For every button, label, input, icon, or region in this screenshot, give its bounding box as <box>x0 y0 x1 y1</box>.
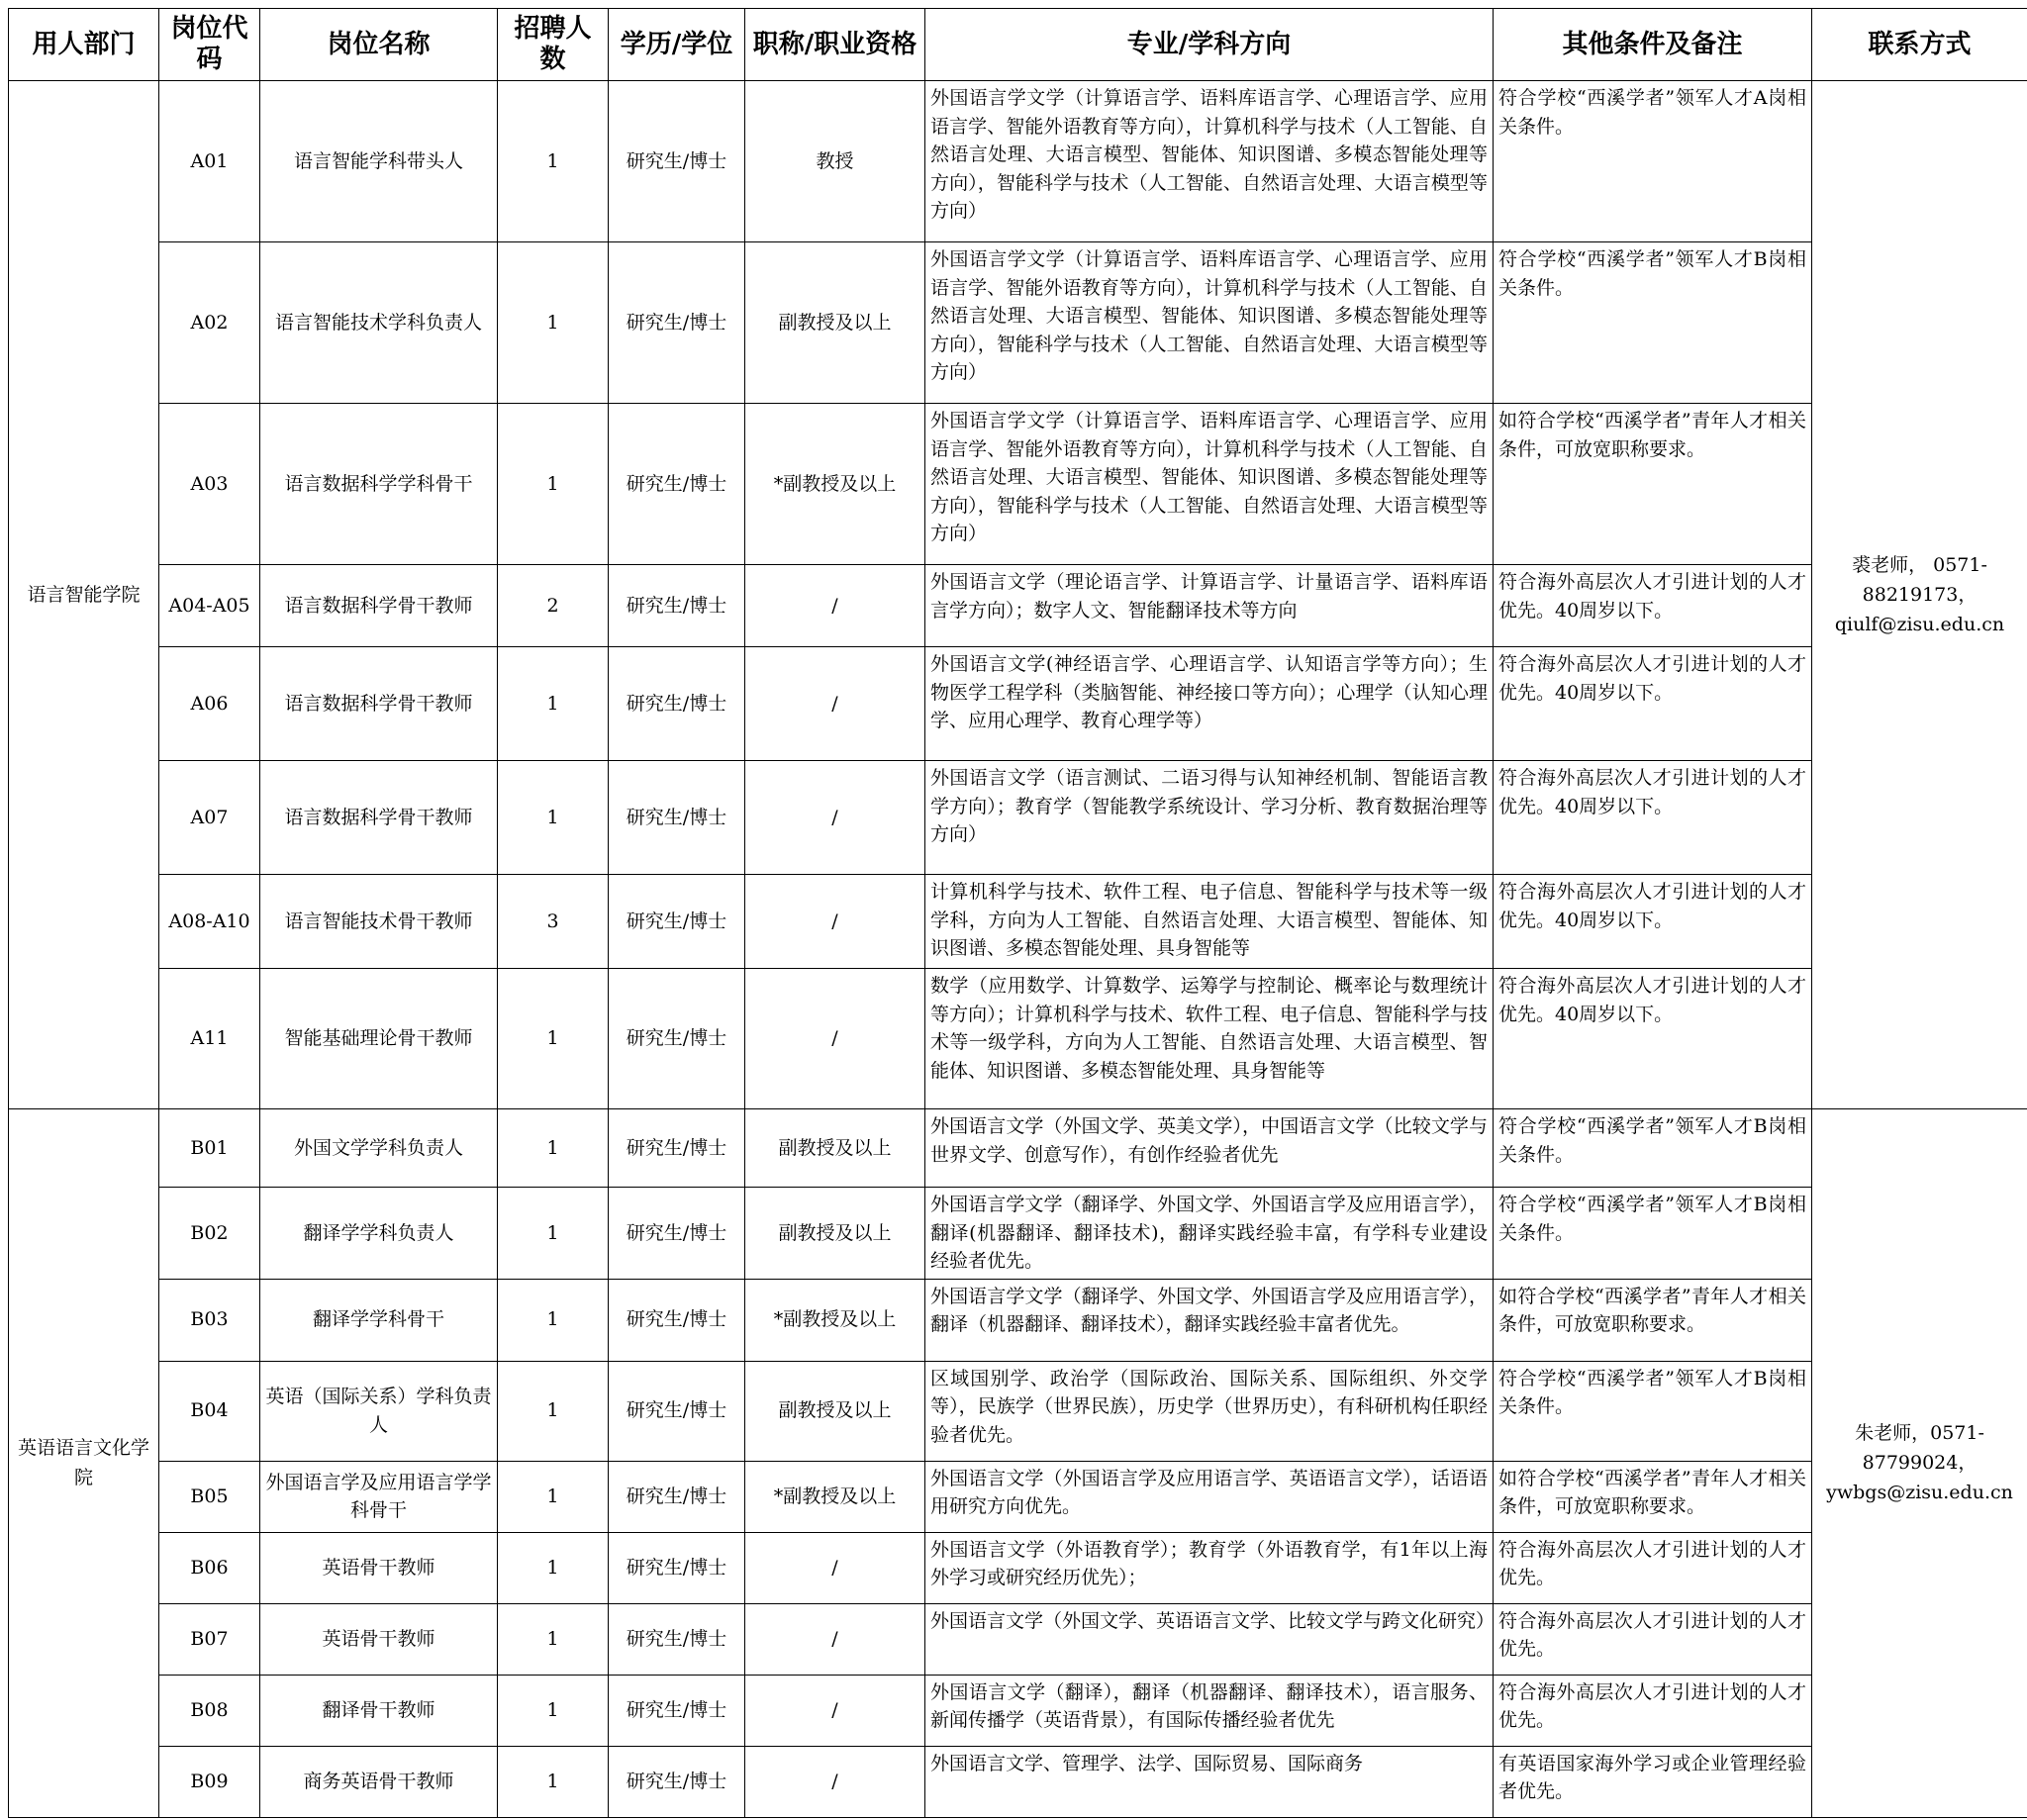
degree: 研究生/博士 <box>609 242 745 404</box>
hire-count: 1 <box>498 761 609 875</box>
other-conditions: 符合海外高层次人才引进计划的人才优先。 <box>1494 1675 1812 1746</box>
major-direction: 区域国别学、政治学（国际政治、国际关系、国际组织、外交学等），民族学（世界民族），历史学（世界历史），有科研机构任职经验者优先。 <box>925 1361 1494 1461</box>
table-row <box>9 1461 2027 1532</box>
job-title: / <box>745 1675 925 1746</box>
position-name: 语言数据科学骨干教师 <box>260 761 498 875</box>
position-code: B09 <box>159 1746 260 1817</box>
hire-count: 1 <box>498 1279 609 1361</box>
other-conditions: 符合海外高层次人才引进计划的人才优先。 <box>1494 1603 1812 1675</box>
position-code: A04-A05 <box>159 565 260 647</box>
header-code: 岗位代码 <box>159 9 260 81</box>
position-name: 语言智能学科带头人 <box>260 81 498 242</box>
position-name: 英语骨干教师 <box>260 1603 498 1675</box>
position-name: 英语（国际关系）学科负责人 <box>260 1361 498 1461</box>
table-row <box>9 969 2027 1109</box>
header-name: 岗位名称 <box>260 9 498 81</box>
other-conditions: 符合学校“西溪学者”领军人才B岗相关条件。 <box>1494 242 1812 404</box>
major-direction: 外国语言文学（外国文学、英语语言文学、比较文学与跨文化研究） <box>925 1603 1494 1675</box>
other-conditions: 如符合学校“西溪学者”青年人才相关条件，可放宽职称要求。 <box>1494 1279 1812 1361</box>
table-row <box>9 1361 2027 1461</box>
position-code: A01 <box>159 81 260 242</box>
major-direction: 外国语言文学（外语教育学）；教育学（外语教育学，有1年以上海外学习或研究经历优先）； <box>925 1532 1494 1603</box>
hire-count: 1 <box>498 1603 609 1675</box>
degree: 研究生/博士 <box>609 761 745 875</box>
table-row <box>9 1746 2027 1817</box>
hire-count: 1 <box>498 1461 609 1532</box>
job-title: *副教授及以上 <box>745 1461 925 1532</box>
table-row <box>9 404 2027 565</box>
hire-count: 2 <box>498 565 609 647</box>
page <box>8 8 2027 1818</box>
table-row <box>9 565 2027 647</box>
job-title: / <box>745 647 925 761</box>
major-direction: 外国语言文学（翻译），翻译（机器翻译、翻译技术），语言服务、新闻传播学（英语背景），有国际传播经验者优先 <box>925 1675 1494 1746</box>
job-title: 教授 <box>745 81 925 242</box>
position-name: 商务英语骨干教师 <box>260 1746 498 1817</box>
degree: 研究生/博士 <box>609 1109 745 1188</box>
position-name: 翻译骨干教师 <box>260 1675 498 1746</box>
contact-cell: 裘老师， 0571-88219173，qiulf@zisu.edu.cn <box>1812 81 2027 1109</box>
header-dept: 用人部门 <box>9 9 159 81</box>
other-conditions: 符合海外高层次人才引进计划的人才优先。40周岁以下。 <box>1494 875 1812 969</box>
table-header-row <box>9 9 2027 81</box>
major-direction: 数学（应用数学、计算数学、运筹学与控制论、概率论与数理统计等方向）；计算机科学与技术、软件工程、电子信息、智能科学与技术等一级学科，方向为人工智能、自然语言处理、大语言模型、智能体、知识图谱、多模态智能处理、具身智能等 <box>925 969 1494 1109</box>
hire-count: 1 <box>498 81 609 242</box>
position-name: 语言数据科学骨干教师 <box>260 565 498 647</box>
position-code: A07 <box>159 761 260 875</box>
position-code: B08 <box>159 1675 260 1746</box>
position-name: 语言智能技术学科负责人 <box>260 242 498 404</box>
degree: 研究生/博士 <box>609 81 745 242</box>
degree: 研究生/博士 <box>609 1532 745 1603</box>
job-title: / <box>745 1746 925 1817</box>
job-title: 副教授及以上 <box>745 1109 925 1188</box>
position-name: 外国文学学科负责人 <box>260 1109 498 1188</box>
degree: 研究生/博士 <box>609 1279 745 1361</box>
job-title: 副教授及以上 <box>745 242 925 404</box>
degree: 研究生/博士 <box>609 1361 745 1461</box>
hire-count: 1 <box>498 1188 609 1280</box>
position-code: A08-A10 <box>159 875 260 969</box>
major-direction: 外国语言文学（外国语言学及应用语言学、英语语言文学），话语语用研究方向优先。 <box>925 1461 1494 1532</box>
hire-count: 1 <box>498 1675 609 1746</box>
major-direction: 外国语言学文学（计算语言学、语料库语言学、心理语言学、应用语言学、智能外语教育等方向），计算机科学与技术（人工智能、自然语言处理、大语言模型、智能体、知识图谱、多模态智能处理等方向），智能科学与技术（人工智能、自然语言处理、大语言模型等方向） <box>925 404 1494 565</box>
other-conditions: 有英语国家海外学习或企业管理经验者优先。 <box>1494 1746 1812 1817</box>
table-row <box>9 1675 2027 1746</box>
other-conditions: 符合海外高层次人才引进计划的人才优先。 <box>1494 1532 1812 1603</box>
job-title: *副教授及以上 <box>745 1279 925 1361</box>
position-name: 语言数据科学学科骨干 <box>260 404 498 565</box>
table-row <box>9 1109 2027 1188</box>
degree: 研究生/博士 <box>609 969 745 1109</box>
job-title: / <box>745 1532 925 1603</box>
table-row <box>9 875 2027 969</box>
job-title: 副教授及以上 <box>745 1361 925 1461</box>
job-title: 副教授及以上 <box>745 1188 925 1280</box>
dept-cell: 英语语言文化学院 <box>9 1109 159 1818</box>
position-name: 语言数据科学骨干教师 <box>260 647 498 761</box>
other-conditions: 符合学校“西溪学者”领军人才B岗相关条件。 <box>1494 1188 1812 1280</box>
other-conditions: 如符合学校“西溪学者”青年人才相关条件，可放宽职称要求。 <box>1494 404 1812 565</box>
degree: 研究生/博士 <box>609 875 745 969</box>
degree: 研究生/博士 <box>609 1461 745 1532</box>
job-title: / <box>745 1603 925 1675</box>
major-direction: 外国语言学文学（翻译学、外国文学、外国语言学及应用语言学），翻译（机器翻译、翻译技术），翻译实践经验丰富者优先。 <box>925 1279 1494 1361</box>
table-row <box>9 1532 2027 1603</box>
major-direction: 计算机科学与技术、软件工程、电子信息、智能科学与技术等一级学科，方向为人工智能、自然语言处理、大语言模型、智能体、知识图谱、多模态智能处理、具身智能等 <box>925 875 1494 969</box>
degree: 研究生/博士 <box>609 1675 745 1746</box>
major-direction: 外国语言文学、管理学、法学、国际贸易、国际商务 <box>925 1746 1494 1817</box>
major-direction: 外国语言学文学（翻译学、外国文学、外国语言学及应用语言学），翻译(机器翻译、翻译技术)，翻译实践经验丰富，有学科专业建设经验者优先。 <box>925 1188 1494 1280</box>
other-conditions: 如符合学校“西溪学者”青年人才相关条件，可放宽职称要求。 <box>1494 1461 1812 1532</box>
position-code: B07 <box>159 1603 260 1675</box>
hire-count: 1 <box>498 404 609 565</box>
degree: 研究生/博士 <box>609 1188 745 1280</box>
job-title: / <box>745 761 925 875</box>
recruitment-table <box>8 8 2027 1818</box>
other-conditions: 符合海外高层次人才引进计划的人才优先。40周岁以下。 <box>1494 647 1812 761</box>
other-conditions: 符合学校“西溪学者”领军人才B岗相关条件。 <box>1494 1361 1812 1461</box>
header-major: 专业/学科方向 <box>925 9 1494 81</box>
table-row <box>9 1603 2027 1675</box>
position-code: B04 <box>159 1361 260 1461</box>
hire-count: 3 <box>498 875 609 969</box>
table-row <box>9 761 2027 875</box>
position-code: B06 <box>159 1532 260 1603</box>
position-code: B05 <box>159 1461 260 1532</box>
other-conditions: 符合海外高层次人才引进计划的人才优先。40周岁以下。 <box>1494 565 1812 647</box>
job-title: / <box>745 969 925 1109</box>
position-code: B03 <box>159 1279 260 1361</box>
header-note: 其他条件及备注 <box>1494 9 1812 81</box>
major-direction: 外国语言文学（理论语言学、计算语言学、计量语言学、语料库语言学方向）；数字人文、智能翻译技术等方向 <box>925 565 1494 647</box>
job-title: / <box>745 565 925 647</box>
header-count: 招聘人数 <box>498 9 609 81</box>
table-row <box>9 1279 2027 1361</box>
other-conditions: 符合海外高层次人才引进计划的人才优先。40周岁以下。 <box>1494 761 1812 875</box>
table-row <box>9 647 2027 761</box>
header-degree: 学历/学位 <box>609 9 745 81</box>
hire-count: 1 <box>498 1361 609 1461</box>
position-name: 英语骨干教师 <box>260 1532 498 1603</box>
other-conditions: 符合学校“西溪学者”领军人才A岗相关条件。 <box>1494 81 1812 242</box>
other-conditions: 符合学校“西溪学者”领军人才B岗相关条件。 <box>1494 1109 1812 1188</box>
degree: 研究生/博士 <box>609 1746 745 1817</box>
table-row <box>9 81 2027 242</box>
hire-count: 1 <box>498 1109 609 1188</box>
hire-count: 1 <box>498 969 609 1109</box>
major-direction: 外国语言学文学（计算语言学、语料库语言学、心理语言学、应用语言学、智能外语教育等方向），计算机科学与技术（人工智能、自然语言处理、大语言模型、智能体、知识图谱、多模态智能处理等方向），智能科学与技术（人工智能、自然语言处理、大语言模型等方向） <box>925 242 1494 404</box>
header-title: 职称/职业资格 <box>745 9 925 81</box>
major-direction: 外国语言学文学（计算语言学、语料库语言学、心理语言学、应用语言学、智能外语教育等方向），计算机科学与技术（人工智能、自然语言处理、大语言模型、智能体、知识图谱、多模态智能处理等方向），智能科学与技术（人工智能、自然语言处理、大语言模型等方向） <box>925 81 1494 242</box>
position-name: 外国语言学及应用语言学学科骨干 <box>260 1461 498 1532</box>
job-title: / <box>745 875 925 969</box>
position-name: 翻译学学科骨干 <box>260 1279 498 1361</box>
degree: 研究生/博士 <box>609 565 745 647</box>
position-code: A03 <box>159 404 260 565</box>
dept-cell: 语言智能学院 <box>9 81 159 1109</box>
major-direction: 外国语言文学(神经语言学、心理语言学、认知语言学等方向）；生物医学工程学科（类脑智能、神经接口等方向）；心理学（认知心理学、应用心理学、教育心理学等） <box>925 647 1494 761</box>
table-row <box>9 242 2027 404</box>
major-direction: 外国语言文学（语言测试、二语习得与认知神经机制、智能语言教学方向）；教育学（智能教学系统设计、学习分析、教育数据治理等方向） <box>925 761 1494 875</box>
hire-count: 1 <box>498 1746 609 1817</box>
major-direction: 外国语言文学（外国文学、英美文学），中国语言文学（比较文学与世界文学、创意写作），有创作经验者优先 <box>925 1109 1494 1188</box>
position-code: B01 <box>159 1109 260 1188</box>
hire-count: 1 <box>498 647 609 761</box>
degree: 研究生/博士 <box>609 1603 745 1675</box>
header-contact: 联系方式 <box>1812 9 2027 81</box>
position-name: 智能基础理论骨干教师 <box>260 969 498 1109</box>
hire-count: 1 <box>498 242 609 404</box>
degree: 研究生/博士 <box>609 404 745 565</box>
position-name: 语言智能技术骨干教师 <box>260 875 498 969</box>
degree: 研究生/博士 <box>609 647 745 761</box>
position-name: 翻译学学科负责人 <box>260 1188 498 1280</box>
table-row <box>9 1188 2027 1280</box>
position-code: A11 <box>159 969 260 1109</box>
hire-count: 1 <box>498 1532 609 1603</box>
contact-cell: 朱老师，0571-87799024，ywbgs@zisu.edu.cn <box>1812 1109 2027 1818</box>
position-code: B02 <box>159 1188 260 1280</box>
other-conditions: 符合海外高层次人才引进计划的人才优先。40周岁以下。 <box>1494 969 1812 1109</box>
position-code: A06 <box>159 647 260 761</box>
position-code: A02 <box>159 242 260 404</box>
job-title: *副教授及以上 <box>745 404 925 565</box>
